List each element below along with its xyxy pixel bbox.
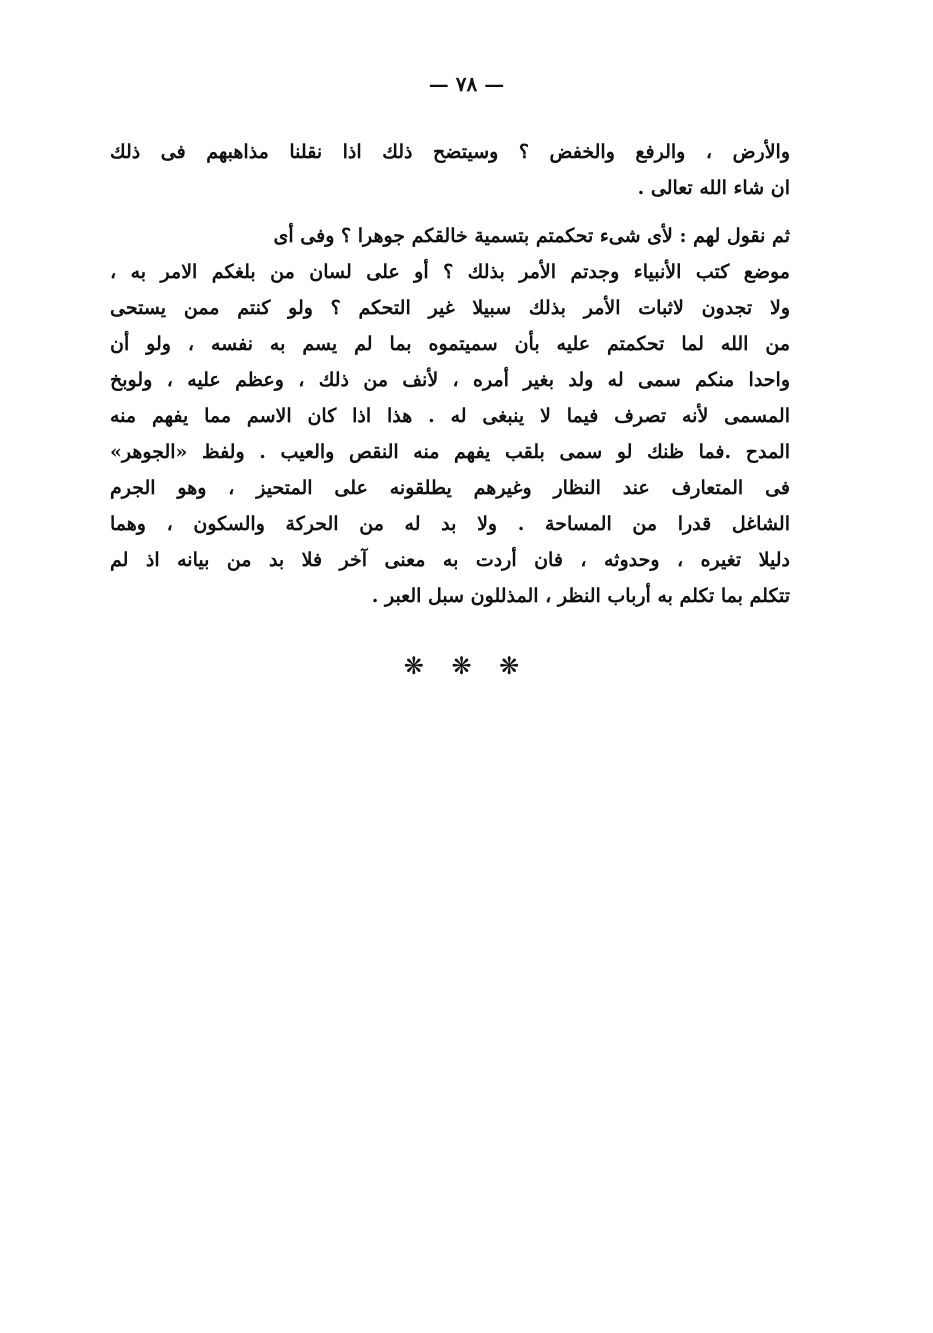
text-line: من الله لما تحكمتم عليه بأن سميتموه بما لم يسم به نفسه ، ولو أن [110,333,790,355]
text-line: المسمى لأنه تصرف فيما لا ينبغى له . هذا اذا كان الاسم مما يفهم منه [110,405,790,427]
text-line: واحدا منكم سمى له ولد بغير أمره ، لأنف من ذلك ، وعظم عليه ، ولوبخ [110,369,790,391]
paragraph-continuation [110,134,790,206]
text-line: ولا تجدون لاثبات الأمر بذلك سبيلا غير التحكم ؟ ولو كنتم ممن يستحى [110,297,790,319]
text-line: المدح .فما ظنك لو سمى بلقب يفهم منه النقص والعيب . ولفظ «الجوهر» [110,441,790,463]
text-line: والأرض ، والرفع والخفض ؟ وسيتضح ذلك اذا نقلنا مذاهبهم فى ذلك [110,141,790,163]
text-line: دليلا تغيره ، وحدوثه ، فان أردت به معنى آخر فلا بد من بيانه اذ لم [110,549,790,571]
page-number: — ٧٨ — [428,72,505,96]
text-line: ان شاء الله تعالى . [637,177,790,199]
section-divider-ornament: ❋ ❋ ❋ [403,652,530,680]
text-line: تتكلم بما تكلم به أرباب النظر ، المذللون سبل العبر . [371,585,790,607]
text-line: فى المتعارف عند النظار وغيرهم يطلقونه على المتحيز ، وهو الجرم [110,477,790,499]
text-line: ثم نقول لهم : لأى شىء تحكمتم بتسمية خالقكم جوهرا ؟ وفى أى [273,225,790,247]
text-line: الشاغل قدرا من المساحة . ولا بد له من الحركة والسكون ، وهما [110,513,790,535]
paragraph-main [110,218,790,614]
text-line: موضع كتب الأنبياء وجدتم الأمر بذلك ؟ أو على لسان من بلغكم الامر به ، [110,261,790,283]
